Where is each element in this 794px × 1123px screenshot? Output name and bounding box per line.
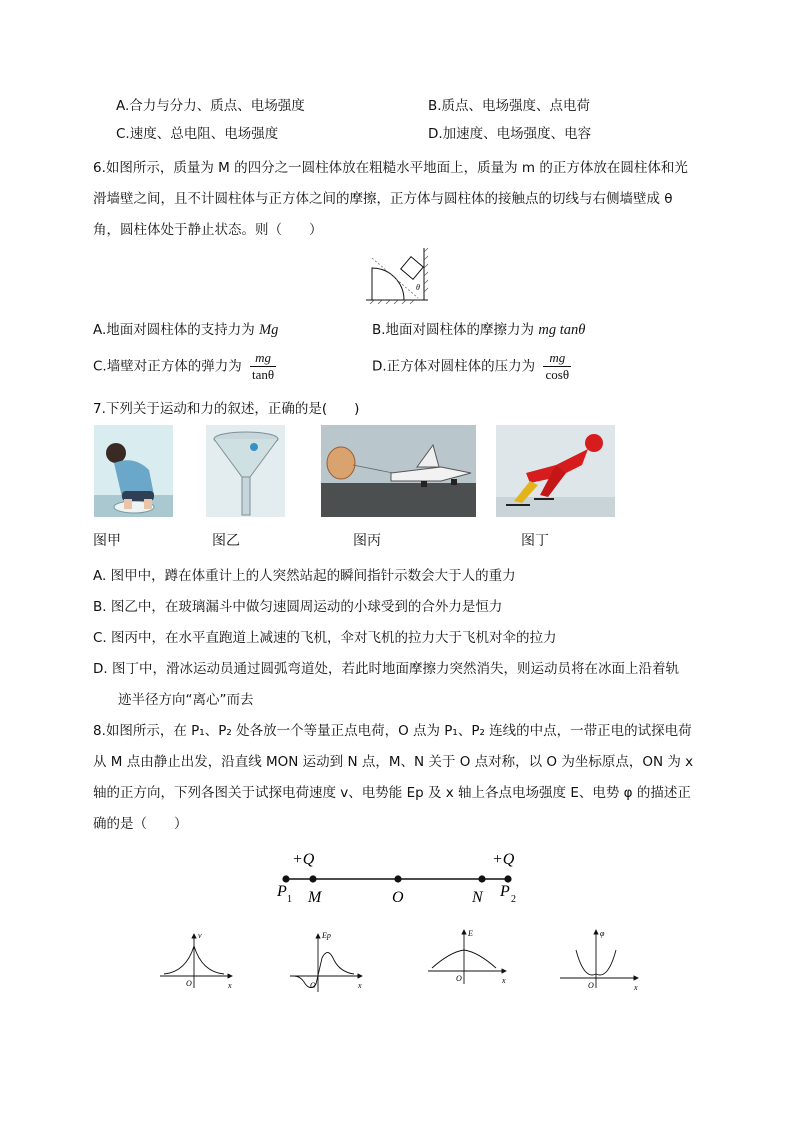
q7-option-d-line2: 迹半径方向“离心”而去 (118, 692, 254, 708)
q6-option-c (93, 350, 276, 383)
label-p1: P (277, 883, 287, 900)
q8-stem-line2: 从 M 点由静止出发，沿直线 MON 运动到 N 点，M、N 关于 O 点对称，以 O 为坐标原点，ON 为 x (93, 754, 694, 770)
q7-option-a: A. 图甲中，蹲在体重计上的人突然站起的瞬间指针示数会大于人的重力 (93, 568, 516, 584)
charge-label-right: +Q (492, 851, 515, 868)
graph-phi-xlabel: x (634, 983, 638, 992)
charge-diagram (272, 846, 522, 906)
graph-v-xlabel: x (228, 981, 232, 990)
graph-v-ylabel: v (198, 931, 202, 940)
q6-option-d-numerator: mg (543, 350, 571, 367)
q6-option-d-denominator: cosθ (545, 367, 570, 382)
graph-ep (290, 931, 362, 992)
q7-option-b: B. 图乙中，在玻璃漏斗中做匀速圆周运动的小球受到的合外力是恒力 (93, 599, 503, 615)
q6-stem-line1: 6.如图所示，质量为 M 的四分之一圆柱体放在粗糙水平地面上，质量为 m 的正方体放在圆柱体和光 (93, 160, 688, 176)
charge-label-left: +Q (292, 851, 315, 868)
theta-label: θ (416, 283, 420, 292)
q6-option-a-text: A.地面对圆柱体的支持力为 (93, 322, 255, 338)
q5-option-a: A.合力与分力、质点、电场强度 (116, 98, 305, 114)
q6-figure (362, 246, 434, 304)
image-bing (321, 425, 476, 517)
graph-v-origin: O (186, 979, 192, 988)
q7-option-c: C. 图丙中，在水平直跑道上减速的飞机，伞对飞机的拉力大于飞机对伞的拉力 (93, 630, 557, 646)
q6-option-d-fraction (543, 350, 571, 383)
graph-ep-origin: O (310, 981, 316, 990)
label-p2: P (500, 883, 510, 900)
graph-e-origin: O (456, 974, 462, 983)
q6-option-a-math: Mg (259, 322, 279, 338)
q5-option-d: D.加速度、电场强度、电容 (428, 126, 592, 142)
q8-graphs (150, 926, 650, 996)
image-jia (94, 425, 173, 517)
q8-stem-line4: 确的是（ ） (93, 816, 188, 832)
q6-option-d (372, 350, 571, 383)
q6-option-c-denominator: tanθ (252, 367, 275, 382)
q5-option-b: B.质点、电场强度、点电荷 (428, 98, 591, 114)
graph-phi (560, 929, 638, 992)
label-p2-sub: 2 (511, 894, 516, 905)
caption-ding: 图丁 (521, 533, 549, 549)
q6-option-c-text: C.墙壁对正方体的弹力为 (93, 358, 242, 375)
graph-e-ylabel: E (468, 929, 473, 938)
label-o: O (392, 889, 404, 906)
q6-option-a (93, 318, 278, 339)
graph-phi-origin: O (588, 981, 594, 990)
label-p1-sub: 1 (287, 894, 292, 905)
q8-stem-line1: 8.如图所示，在 P₁、P₂ 处各放一个等量正点电荷，O 点为 P₁、P₂ 连线的中点，一带正电的试探电荷 (93, 723, 692, 739)
q8-stem-line3: 轴的正方向，下列各图关于试探电荷速度 v、电势能 Ep 及 x 轴上各点电场强度 E、电势 φ 的描述正 (93, 785, 691, 801)
graph-e-xlabel: x (502, 976, 506, 985)
image-yi (206, 425, 285, 517)
q7-option-d-line1: D. 图丁中，滑冰运动员通过圆弧弯道处，若此时地面摩擦力突然消失，则运动员将在冰面上沿着轨 (93, 661, 679, 677)
graph-v (160, 931, 232, 990)
graph-ep-xlabel: x (358, 981, 362, 990)
label-n: N (472, 889, 483, 906)
q6-option-b (372, 318, 585, 339)
q6-option-c-fraction (250, 350, 276, 383)
q6-option-b-math: mg tanθ (538, 322, 586, 338)
q6-option-b-text: B.地面对圆柱体的摩擦力为 (372, 322, 535, 338)
q6-stem-line3: 角，圆柱体处于静止状态。则（ ） (93, 222, 323, 238)
caption-bing: 图丙 (353, 533, 381, 549)
caption-jia: 图甲 (93, 533, 121, 549)
q6-option-c-numerator: mg (250, 350, 276, 367)
caption-yi: 图乙 (212, 533, 240, 549)
image-ding (496, 425, 615, 517)
label-m: M (308, 889, 322, 906)
q5-option-c: C.速度、总电阻、电场强度 (116, 126, 279, 142)
graph-e (428, 929, 506, 985)
q6-stem-line2: 滑墙壁之间，且不计圆柱体与正方体之间的摩擦，正方体与圆柱体的接触点的切线与右侧墙壁成 θ (93, 191, 673, 207)
q7-stem: 7.下列关于运动和力的叙述，正确的是( ) (93, 401, 360, 417)
graph-ep-ylabel: Ep (322, 931, 331, 940)
q6-option-d-text: D.正方体对圆柱体的压力为 (372, 358, 536, 375)
graph-phi-ylabel: φ (600, 929, 605, 938)
